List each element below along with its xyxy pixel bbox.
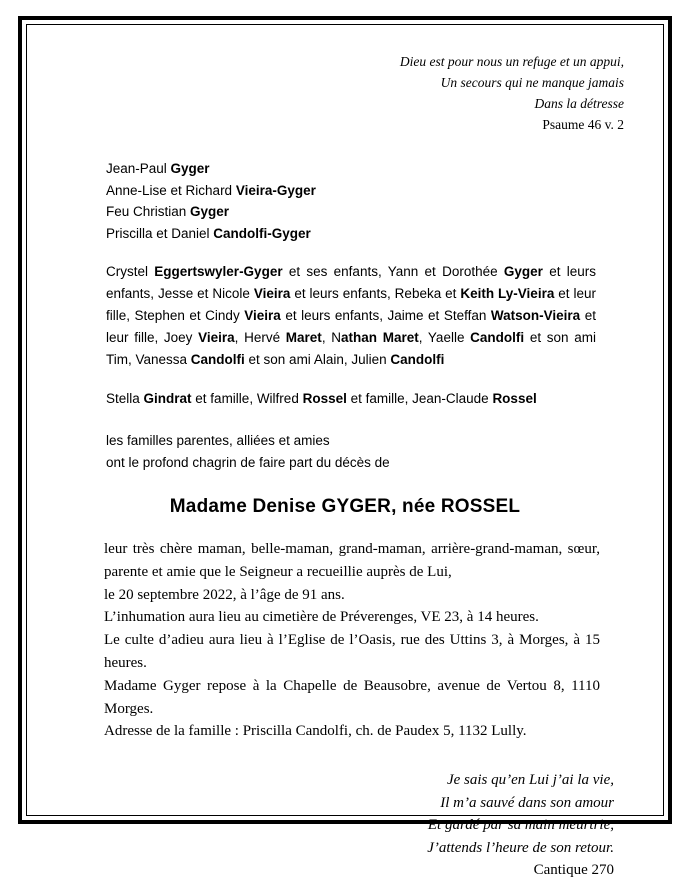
death-date-line: le 20 septembre 2022, à l’âge de 91 ans.	[104, 586, 345, 603]
deceased-name: Madame Denise GYGER, née ROSSEL	[169, 496, 521, 517]
family-line-prefix: Anne-Lise et Richard	[106, 182, 236, 198]
opening-verse-reference: Psaume 46 v. 2	[542, 116, 624, 132]
family-line	[106, 158, 630, 180]
closing-verse-line: Je sais qu’en Lui j’ai la vie,	[446, 772, 614, 789]
closing-verse-line: J’attends l’heure de son retour.	[427, 839, 614, 856]
grief-line: ont le profond chagrin de faire part du décès de	[106, 455, 390, 471]
family-line-prefix: Jean-Paul	[106, 160, 171, 176]
family-line	[106, 223, 630, 245]
opening-verse-line: Dans la détresse	[534, 95, 624, 111]
family-line-prefix: Feu Christian	[106, 204, 191, 220]
closing-verse	[60, 769, 630, 882]
family-line-surname: Candolfi-Gyger	[213, 226, 311, 242]
service-details	[60, 538, 630, 743]
extended-family-paragraph: Crystel Eggertswyler-Gyger et ses enfants, Yann et Dorothée Gyger et leurs enfants, Jesse et Nicole Vieira et leurs enfants, Rebeka et Keith Ly-Vieira et leur fille, Stephen et Cindy Vieira et leurs enfants, Jaime et Steffan Watson-Vieira et leur fille, Joey Vieira, Hervé Maret, Nathan Maret, Yaelle Candolfi et son ami Tim, Vanessa Candolfi et son ami Alain, Julien Candolfi	[106, 264, 596, 367]
closing-verse-line: Et gardé par sa main meurtrie,	[427, 817, 614, 834]
family-line-surname: Gyger	[170, 160, 210, 176]
document-content	[16, 18, 674, 892]
immediate-family-list	[60, 158, 630, 245]
opening-verse-line: Un secours qui ne manque jamais	[440, 74, 624, 90]
opening-verse	[60, 52, 630, 136]
farewell-service-line: Le culte d’adieu aura lieu à l’Eglise de l’Oasis, rue des Uttins 3, à Morges, à 15 heures.	[104, 632, 600, 671]
chapel-line: Madame Gyger repose à la Chapelle de Beausobre, avenue de Vertou 8, 1110 Morges.	[104, 677, 600, 717]
opening-verse-line: Dieu est pour nous un refuge et un appui,	[399, 54, 624, 69]
family-line-surname: Vieira-Gyger	[235, 182, 316, 198]
relationship-description: leur très chère maman, belle-maman, grand-maman, arrière-grand-maman, sœur, parente et amie que le Seigneur a recueillie auprès de Lui,	[104, 541, 600, 580]
burial-line: L’inhumation aura lieu au cimetière de Préverenges, VE 23, à 14 heures.	[104, 609, 539, 626]
family-address-line: Adresse de la famille : Priscilla Candolfi, ch. de Paudex 5, 1132 Lully.	[104, 723, 527, 740]
grief-line: les familles parentes, alliées et amies	[106, 433, 330, 449]
closing-verse-line: Il m’a sauvé dans son amour	[440, 794, 614, 811]
family-line	[106, 180, 630, 202]
family-line-surname: Gyger	[190, 204, 230, 220]
closing-verse-reference: Cantique 270	[533, 862, 614, 879]
grief-statement	[60, 430, 630, 474]
friends-paragraph: Stella Gindrat et famille, Wilfred Rossel et famille, Jean-Claude Rossel	[106, 391, 537, 407]
family-line-prefix: Priscilla et Daniel	[106, 226, 214, 242]
family-line	[106, 201, 630, 223]
